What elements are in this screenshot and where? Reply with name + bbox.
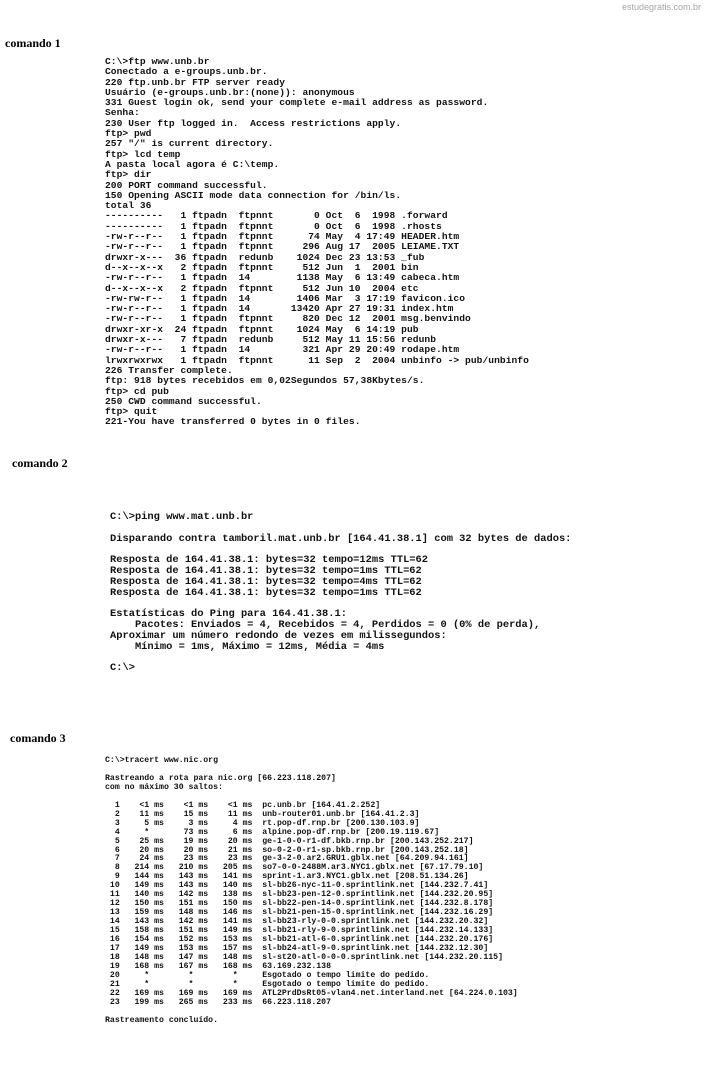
- console-line: C:\>: [110, 662, 135, 675]
- console-line: 257 "/" is current directory.: [105, 138, 274, 150]
- console-line: 150 Opening ASCII mode data connection for /bin/ls.: [105, 189, 402, 201]
- console-line: 19 168 ms 167 ms 168 ms 63.169.232.138: [105, 961, 332, 971]
- console-line: -rw-r--r-- 1 ftpadn 14 321 Apr 29 20:49 rodape.htm: [105, 344, 460, 356]
- console-line: com no máximo 30 saltos:: [105, 782, 223, 792]
- console-line: -rw-r--r-- 1 ftpadn 14 13420 Apr 27 19:31 index.htm: [105, 303, 454, 315]
- console-line: Conectado a e-groups.unb.br.: [105, 66, 268, 78]
- console-line: -rw-r--r-- 1 ftpadn ftpnnt 74 May 4 17:49 HEADER.htm: [105, 231, 460, 243]
- console-line: Usuário (e-groups.unb.br:(none)): anonymous: [105, 86, 355, 98]
- console-line: drwxr-x--- 7 ftpadn redunb 512 May 11 15:56 redunb: [105, 334, 437, 346]
- console-line: total 36: [105, 200, 152, 212]
- console-line: 14 143 ms 142 ms 141 ms sl-bb23-rly-0-0.sprintlink.net [144.232.20.32]: [105, 917, 489, 927]
- console-line: 10 149 ms 143 ms 140 ms sl-bb26-nyc-11-0.sprintlink.net [144.232.7.41]: [105, 881, 489, 891]
- console-line: 331 Guest login ok, send your complete e-mail address as password.: [105, 97, 489, 109]
- console-line: 8 214 ms 210 ms 205 ms so7-0-0-2488M.ar3.NYC1.gblx.net [67.17.79.10]: [105, 863, 484, 873]
- console-line: Estatísticas do Ping para 164.41.38.1:: [110, 608, 347, 621]
- console-line: 3 5 ms 3 ms 4 ms rt.pop-df.rnp.br [200.130.103.9]: [105, 818, 420, 828]
- console-line: ---------- 1 ftpadn ftpnnt 0 Oct 6 1998 .rhosts: [105, 220, 442, 232]
- console-line: Resposta de 164.41.38.1: bytes=32 tempo=1ms TTL=62: [110, 586, 422, 599]
- console-line: ftp> cd pub: [105, 385, 169, 397]
- console-line: 250 CWD command successful.: [105, 395, 262, 407]
- console-line: 12 150 ms 151 ms 150 ms sl-bb22-pen-14-0.sprintlink.net [144.232.8.178]: [105, 899, 494, 909]
- console-line: Rastreamento concluído.: [105, 1015, 219, 1025]
- console-line: -rw-r--r-- 1 ftpadn ftpnnt 296 Aug 17 2005 LEIAME.TXT: [105, 241, 460, 253]
- console-line: 17 149 ms 153 ms 157 ms sl-bb24-atl-9-0.sprintlink.net [144.232.12.30]: [105, 944, 489, 954]
- console-line: ftp> pwd: [105, 128, 152, 140]
- console-line: 1 <1 ms <1 ms <1 ms pc.unb.br [164.41.2.252]: [105, 800, 381, 810]
- console-line: 220 ftp.unb.br FTP server ready: [105, 76, 286, 88]
- console-line: C:\>tracert www.nic.org: [105, 756, 219, 765]
- console-line: 16 154 ms 152 ms 153 ms sl-bb21-atl-6-0.sprintlink.net [144.232.20.176]: [105, 935, 494, 945]
- section-label-comando-3: comando 3: [10, 731, 66, 745]
- console-line: 5 25 ms 19 ms 20 ms ge-1-0-0-r1-df.bkb.rnp.br [200.143.252.217]: [105, 836, 474, 846]
- section-label-comando-1: comando 1: [5, 36, 61, 50]
- console-line: Rastreando a rota para nic.org [66.223.118.207]: [105, 773, 336, 783]
- console-line: 6 20 ms 20 ms 21 ms so-0-2-0-r1-sp.bkb.rnp.br [200.143.252.18]: [105, 845, 469, 855]
- console-line: Aproximar um número redondo de vezes em milissegundos:: [110, 629, 447, 642]
- console-line: Resposta de 164.41.38.1: bytes=32 tempo=4ms TTL=62: [110, 575, 422, 588]
- console-line: A pasta local agora é C:\temp.: [105, 158, 280, 170]
- console-line: 22 169 ms 169 ms 169 ms ATL2PrdDsRt05-vlan4.net.interland.net [64.224.0.103]: [105, 988, 518, 998]
- console-line: lrwxrwxrwx 1 ftpadn ftpnnt 11 Sep 2 2004 unbinfo -> pub/unbinfo: [105, 354, 529, 366]
- console-line: 11 140 ms 142 ms 138 ms sl-bb23-pen-12-0.sprintlink.net [144.232.20.95]: [105, 890, 494, 900]
- console-line: Mínimo = 1ms, Máximo = 12ms, Média = 4ms: [110, 640, 385, 653]
- console-line: d--x--x--x 2 ftpadn ftpnnt 512 Jun 1 2001 bin: [105, 261, 419, 273]
- console-line: ftp: 918 bytes recebidos em 0,02Segundos 57,38Kbytes/s.: [105, 375, 425, 387]
- tracert-console-output: [105, 757, 518, 1026]
- console-line: 20 * * * Esgotado o tempo limite do pedido.: [105, 970, 430, 980]
- console-line: ftp> quit: [105, 406, 158, 418]
- console-line: Resposta de 164.41.38.1: bytes=32 tempo=1ms TTL=62: [110, 564, 422, 577]
- ftp-console-output: [105, 57, 529, 428]
- console-line: drwxr-xr-x 24 ftpadn ftpnnt 1024 May 6 14:19 pub: [105, 323, 419, 335]
- console-line: 21 * * * Esgotado o tempo limite do pedido.: [105, 979, 430, 989]
- console-line: Disparando contra tamboril.mat.unb.br [164.41.38.1] com 32 bytes de dados:: [110, 532, 572, 545]
- console-line: -rw-rw-r-- 1 ftpadn 14 1406 Mar 3 17:19 favicon.ico: [105, 292, 466, 304]
- console-line: 9 144 ms 143 ms 141 ms sprint-1.ar3.NYC1.gblx.net [208.51.134.26]: [105, 872, 469, 882]
- console-line: 18 148 ms 147 ms 148 ms sl-st20-atl-0-0-0.sprintlink.net [144.232.20.115]: [105, 952, 503, 962]
- console-line: -rw-r--r-- 1 ftpadn ftpnnt 820 Dec 12 2001 msg.benvindo: [105, 313, 471, 325]
- console-line: [110, 652, 571, 663]
- console-line: 226 Transfer complete.: [105, 364, 233, 376]
- console-line: -rw-r--r-- 1 ftpadn 14 1138 May 6 13:49 cabeca.htm: [105, 272, 460, 284]
- console-line: Resposta de 164.41.38.1: bytes=32 tempo=12ms TTL=62: [110, 554, 429, 567]
- console-line: [110, 523, 571, 534]
- ping-console-output: [110, 512, 571, 674]
- console-line: 23 199 ms 265 ms 233 ms 66.223.118.207: [105, 997, 332, 1007]
- console-line: 7 24 ms 23 ms 23 ms ge-3-2-0.ar2.GRU1.gblx.net [64.209.94.161]: [105, 854, 469, 864]
- console-line: 13 159 ms 148 ms 146 ms sl-bb21-pen-15-0.sprintlink.net [144.232.16.29]: [105, 908, 494, 918]
- console-line: Senha:: [105, 107, 140, 119]
- site-watermark: estudegratis.com.br: [621, 2, 701, 12]
- console-line: drwxr-x--- 36 ftpadn redunb 1024 Dec 23 13:53 _fub: [105, 251, 425, 263]
- console-line: d--x--x--x 2 ftpadn ftpnnt 512 Jun 10 2004 etc: [105, 282, 419, 294]
- console-line: C:\>ping www.mat.unb.br: [110, 511, 254, 523]
- console-line: 2 11 ms 15 ms 11 ms unb-router01.unb.br [164.41.2.3]: [105, 809, 420, 819]
- console-line: ---------- 1 ftpadn ftpnnt 0 Oct 6 1998 .forward: [105, 210, 448, 222]
- console-line: 230 User ftp logged in. Access restrictions apply.: [105, 117, 402, 129]
- console-line: 200 PORT command successful.: [105, 179, 268, 191]
- console-line: 4 * 73 ms 6 ms alpine.pop-df.rnp.br [200.19.119.67]: [105, 827, 440, 837]
- console-line: C:\>ftp www.unb.br: [105, 56, 210, 67]
- console-line: 15 158 ms 151 ms 149 ms sl-bb21-rly-9-0.sprintlink.net [144.232.14.133]: [105, 926, 494, 936]
- section-label-comando-2: comando 2: [12, 456, 68, 470]
- console-line: ftp> lcd temp: [105, 148, 181, 160]
- console-line: Pacotes: Enviados = 4, Recebidos = 4, Perdidos = 0 (0% de perda),: [110, 618, 541, 631]
- console-line: ftp> dir: [105, 169, 152, 181]
- console-line: 221-You have transferred 0 bytes in 0 files.: [105, 416, 361, 428]
